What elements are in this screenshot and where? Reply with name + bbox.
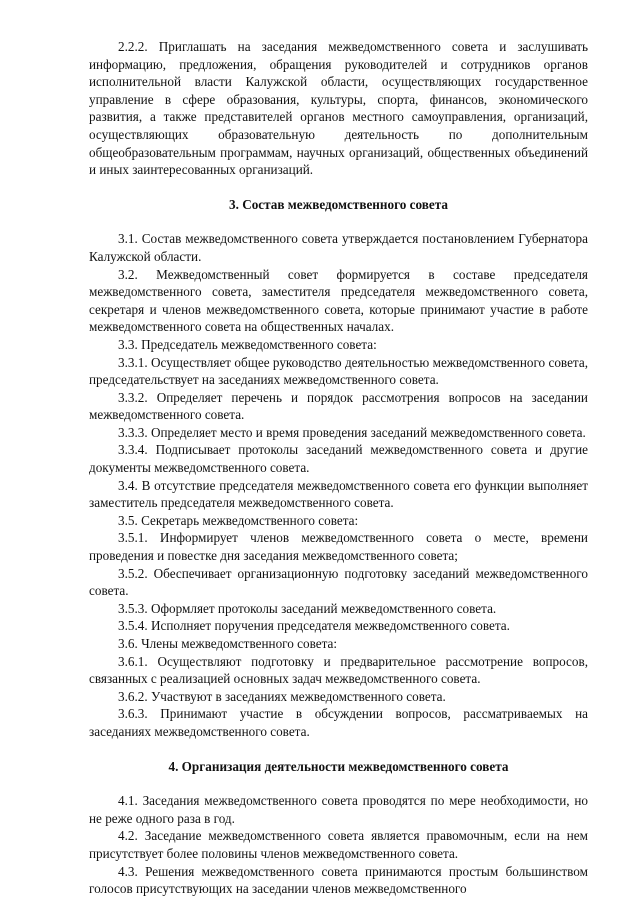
section-4-heading: 4. Организация деятельности межведомственного совета — [168, 758, 509, 774]
paragraph-3-6-3: 3.6.3. Принимают участие в обсуждении вопросов, рассматриваемых на заседаниях межведомственного совета. — [89, 706, 588, 739]
paragraph-4-2: 4.2. Заседание межведомственного совета является правомочным, если на нем присутствует более половины членов межведомственного совета. — [89, 828, 588, 861]
paragraph-3-6-2: 3.6.2. Участвуют в заседаниях межведомственного совета. — [118, 688, 446, 704]
paragraph-3-3: 3.3. Председатель межведомственного совета: — [118, 336, 377, 352]
document-page — [89, 38, 588, 898]
paragraph-3-1: 3.1. Состав межведомственного совета утверждается постановлением Губернатора Калужской области. — [89, 231, 588, 264]
paragraph-3-3-1: 3.3.1. Осуществляет общее руководство деятельностью межведомственного совета, председательствует на заседаниях межведомственного совета. — [89, 354, 588, 388]
paragraph-3-4: 3.4. В отсутствие председателя межведомственного совета его функции выполняет заместитель председателя межведомственного совета. — [89, 477, 588, 511]
paragraph-3-5-2: 3.5.2. Обеспечивает организационную подготовку заседаний межведомственного совета. — [89, 565, 588, 599]
paragraph-4-3: 4.3. Решения межведомственного совета принимаются простым большинством голосов присутствующих на заседании членов межведомственного — [89, 863, 588, 897]
paragraph-3-3-2: 3.3.2. Определяет перечень и порядок рассмотрения вопросов на заседании межведомственного совета. — [89, 389, 588, 423]
section-3-heading: 3. Состав межведомственного совета — [229, 196, 448, 212]
paragraph-4-1: 4.1. Заседания межведомственного совета проводятся по мере необходимости, но не реже одного раза в год. — [89, 793, 588, 826]
paragraph-3-3-4: 3.3.4. Подписывает протоколы заседаний межведомственного совета и другие документы межведомственного совета. — [89, 442, 588, 476]
paragraph-3-5-4: 3.5.4. Исполняет поручения председателя межведомственного совета. — [118, 618, 510, 634]
paragraph-3-5: 3.5. Секретарь межведомственного совета: — [118, 512, 359, 528]
paragraph-3-5-3: 3.5.3. Оформляет протоколы заседаний межведомственного совета. — [118, 600, 497, 616]
paragraph-3-3-3: 3.3.3. Определяет место и время проведения заседаний межведомственного совета. — [118, 424, 586, 440]
paragraph-2-2-2: 2.2.2. Приглашать на заседания межведомственного совета и заслушивать информацию, предложения, обращения руководителей и сотрудников органов исполнительной власти Калужской области, осуществляющих государственное управление в сфере образования, культуры, спорта, финансов, экономического развития, а также представителей органов местного самоуправления, организаций, осуществляющих образовательную деятельность по дополнительным общеобразовательным программам, научных организаций, общественных объединений и иных заинтересованных организаций. — [89, 39, 588, 178]
paragraph-3-5-1: 3.5.1. Информирует членов межведомственного совета о месте, времени проведения и повестке дня заседания межведомственного совета; — [89, 530, 588, 564]
paragraph-3-6: 3.6. Члены межведомственного совета: — [118, 636, 338, 651]
paragraph-3-6-1: 3.6.1. Осуществляют подготовку и предварительное рассмотрение вопросов, связанных с реализацией основных задач межведомственного совета. — [89, 653, 588, 687]
paragraph-3-2: 3.2. Межведомственный совет формируется в составе председателя межведомственного совета, заместителя председателя межведомственного совета, секретаря и членов межведомственного совета, которые принимают участие в работе межведомственного совета на общественных началах. — [89, 266, 588, 335]
